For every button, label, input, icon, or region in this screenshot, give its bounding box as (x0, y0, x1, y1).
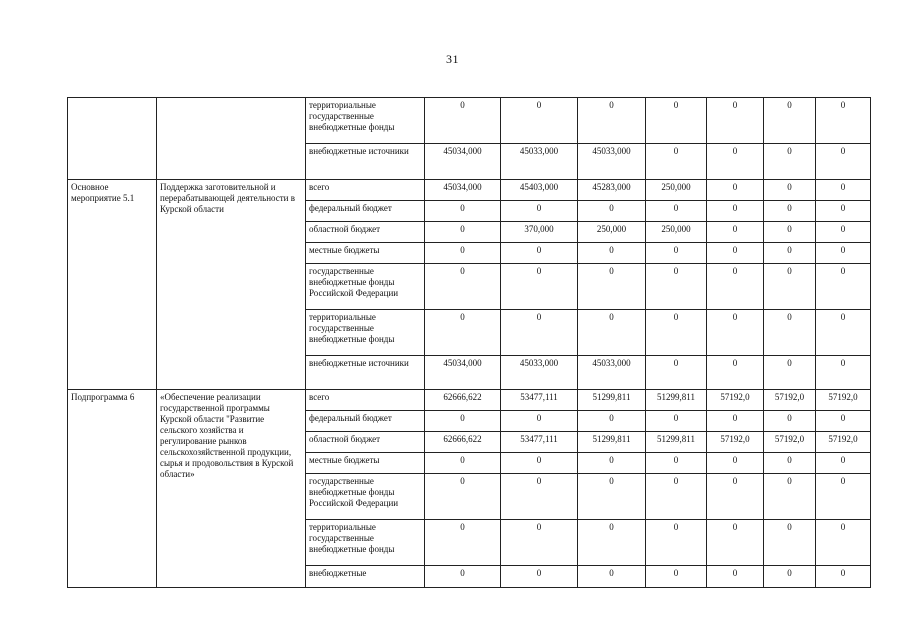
value-cell: 0 (707, 201, 764, 222)
table-row (68, 98, 871, 144)
value-cell: 0 (425, 98, 501, 144)
value-cell: 45033,000 (501, 356, 578, 390)
value-cell: 0 (578, 411, 646, 432)
value-cell: 0 (578, 98, 646, 144)
program-label-cell: Подпрограмма 6 (68, 390, 157, 588)
value-cell: 57192,0 (816, 432, 871, 453)
value-cell: 51299,811 (646, 432, 707, 453)
program-description-cell: Поддержка заготовительной и перерабатывающей деятельности в Курской области (157, 180, 306, 390)
value-cell: 0 (425, 264, 501, 310)
value-cell: 0 (578, 310, 646, 356)
value-cell: 0 (764, 201, 816, 222)
value-cell: 0 (501, 566, 578, 588)
funding-source-cell: территориальные государственные внебюджетные фонды (306, 310, 425, 356)
value-cell: 0 (816, 453, 871, 474)
value-cell: 0 (764, 222, 816, 243)
page-number: 31 (446, 52, 459, 66)
value-cell: 0 (646, 310, 707, 356)
value-cell: 0 (707, 474, 764, 520)
value-cell: 0 (764, 264, 816, 310)
funding-source-cell: внебюджетные источники (306, 144, 425, 180)
value-cell: 0 (425, 310, 501, 356)
program-description-cell: «Обеспечение реализации государственной программы Курской области "Развитие сельского хозяйства и регулирование рынков сельскохозяйственной продукции, сырья и продовольствия в Курской области» (157, 390, 306, 588)
funding-source-cell: всего (306, 180, 425, 201)
value-cell: 0 (425, 520, 501, 566)
funding-source-cell: местные бюджеты (306, 243, 425, 264)
funding-source-cell: государственные внебюджетные фонды Российской Федерации (306, 474, 425, 520)
value-cell: 53477,111 (501, 390, 578, 411)
value-cell: 45283,000 (578, 180, 646, 201)
funding-source-cell: местные бюджеты (306, 453, 425, 474)
value-cell: 0 (816, 310, 871, 356)
value-cell: 0 (707, 520, 764, 566)
value-cell: 51299,811 (646, 390, 707, 411)
value-cell: 53477,111 (501, 432, 578, 453)
table-row (68, 390, 871, 411)
funding-source-cell: федеральный бюджет (306, 201, 425, 222)
value-cell: 0 (816, 474, 871, 520)
value-cell: 0 (501, 520, 578, 566)
value-cell: 0 (646, 411, 707, 432)
funding-source-cell: внебюджетные (306, 566, 425, 588)
value-cell: 57192,0 (764, 432, 816, 453)
value-cell: 0 (501, 264, 578, 310)
value-cell: 0 (501, 201, 578, 222)
value-cell: 57192,0 (816, 390, 871, 411)
value-cell: 0 (816, 520, 871, 566)
value-cell: 62666,622 (425, 432, 501, 453)
value-cell: 0 (816, 411, 871, 432)
value-cell: 0 (501, 243, 578, 264)
program-label-cell: Основное мероприятие 5.1 (68, 180, 157, 390)
value-cell: 0 (707, 144, 764, 180)
funding-source-cell: областной бюджет (306, 222, 425, 243)
value-cell: 57192,0 (707, 432, 764, 453)
value-cell: 0 (764, 310, 816, 356)
budget-table (67, 97, 871, 588)
value-cell: 45033,000 (578, 356, 646, 390)
value-cell: 0 (816, 566, 871, 588)
value-cell: 0 (707, 243, 764, 264)
value-cell: 0 (816, 201, 871, 222)
value-cell: 0 (707, 310, 764, 356)
value-cell: 0 (501, 98, 578, 144)
value-cell: 0 (816, 98, 871, 144)
value-cell: 0 (764, 474, 816, 520)
value-cell: 0 (764, 520, 816, 566)
value-cell: 250,000 (646, 180, 707, 201)
value-cell: 45033,000 (578, 144, 646, 180)
funding-source-cell: территориальные государственные внебюджетные фонды (306, 520, 425, 566)
value-cell: 0 (764, 180, 816, 201)
value-cell: 57192,0 (764, 390, 816, 411)
value-cell: 62666,622 (425, 390, 501, 411)
value-cell: 0 (578, 243, 646, 264)
value-cell: 45033,000 (501, 144, 578, 180)
value-cell: 0 (707, 180, 764, 201)
value-cell: 57192,0 (707, 390, 764, 411)
value-cell: 0 (646, 453, 707, 474)
value-cell: 0 (646, 144, 707, 180)
table-row (68, 180, 871, 201)
value-cell: 0 (707, 453, 764, 474)
value-cell: 0 (578, 453, 646, 474)
value-cell: 370,000 (501, 222, 578, 243)
funding-source-cell: внебюджетные источники (306, 356, 425, 390)
value-cell: 0 (425, 453, 501, 474)
funding-source-cell: государственные внебюджетные фонды Российской Федерации (306, 264, 425, 310)
value-cell: 0 (707, 222, 764, 243)
funding-source-cell: областной бюджет (306, 432, 425, 453)
value-cell: 0 (425, 566, 501, 588)
value-cell: 0 (578, 474, 646, 520)
value-cell: 0 (816, 222, 871, 243)
value-cell: 45034,000 (425, 356, 501, 390)
value-cell: 0 (816, 264, 871, 310)
value-cell: 0 (764, 144, 816, 180)
value-cell: 0 (501, 453, 578, 474)
value-cell: 0 (764, 411, 816, 432)
value-cell: 51299,811 (578, 390, 646, 411)
value-cell: 0 (646, 566, 707, 588)
value-cell: 0 (425, 474, 501, 520)
value-cell: 0 (764, 453, 816, 474)
value-cell: 0 (425, 222, 501, 243)
value-cell: 0 (578, 520, 646, 566)
value-cell: 0 (816, 180, 871, 201)
value-cell: 0 (646, 98, 707, 144)
value-cell: 0 (816, 144, 871, 180)
value-cell: 0 (764, 566, 816, 588)
value-cell: 0 (816, 243, 871, 264)
value-cell: 0 (425, 243, 501, 264)
funding-source-cell: территориальные государственные внебюджетные фонды (306, 98, 425, 144)
value-cell: 0 (425, 201, 501, 222)
value-cell: 0 (578, 264, 646, 310)
value-cell: 0 (646, 264, 707, 310)
value-cell: 0 (707, 98, 764, 144)
program-label-cell (68, 98, 157, 180)
funding-source-cell: всего (306, 390, 425, 411)
value-cell: 0 (707, 566, 764, 588)
program-description-cell (157, 98, 306, 180)
value-cell: 0 (646, 201, 707, 222)
value-cell: 0 (646, 243, 707, 264)
value-cell: 0 (764, 98, 816, 144)
value-cell: 0 (578, 566, 646, 588)
value-cell: 0 (764, 243, 816, 264)
value-cell: 0 (707, 356, 764, 390)
value-cell: 0 (707, 264, 764, 310)
value-cell: 250,000 (646, 222, 707, 243)
value-cell: 45034,000 (425, 144, 501, 180)
value-cell: 51299,811 (578, 432, 646, 453)
value-cell: 45403,000 (501, 180, 578, 201)
value-cell: 250,000 (578, 222, 646, 243)
value-cell: 0 (425, 411, 501, 432)
value-cell: 0 (501, 411, 578, 432)
value-cell: 0 (646, 356, 707, 390)
funding-source-cell: федеральный бюджет (306, 411, 425, 432)
value-cell: 0 (764, 356, 816, 390)
value-cell: 0 (646, 474, 707, 520)
value-cell: 0 (578, 201, 646, 222)
value-cell: 45034,000 (425, 180, 501, 201)
value-cell: 0 (646, 520, 707, 566)
value-cell: 0 (501, 474, 578, 520)
value-cell: 0 (707, 411, 764, 432)
value-cell: 0 (501, 310, 578, 356)
value-cell: 0 (816, 356, 871, 390)
